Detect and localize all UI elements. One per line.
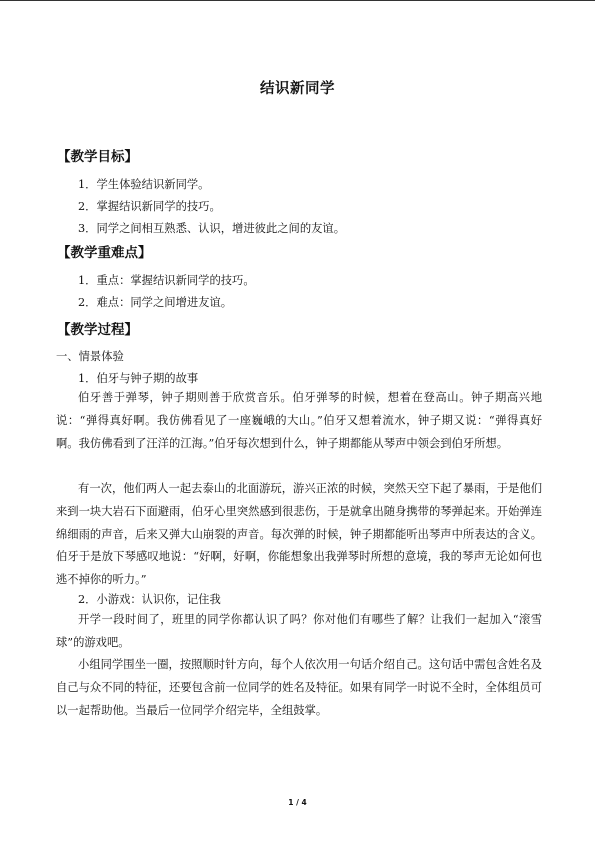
goals-heading: 【教学目标】	[57, 149, 138, 165]
key-points-heading: 【教学重难点】	[57, 245, 152, 261]
story-paragraph: 伯牙善于弹琴，钟子期则善于欣赏音乐。伯牙弹琴的时候，想着在登高山。钟子期高兴地说：“弹得真好啊。我仿佛看见了一座巍峨的大山。”伯牙又想着流水，钟子期又说：“弹得真好啊。我仿佛看到了汪洋的江海。”伯牙每次想到什么，钟子期都能从琴声中领会到伯牙所想。	[56, 391, 542, 450]
page-top-border	[0, 0, 595, 1]
key-point-item: 1．重点：掌握结识新同学的技巧。	[78, 274, 255, 287]
goal-item: 3．同学之间相互熟悉、认识，增进彼此之间的友谊。	[78, 222, 346, 235]
game-paragraph: 开学一段时间了，班里的同学你都认识了吗？你对他们有哪些了解？让我们一起加入“滚雪球”的游戏吧。	[56, 613, 542, 649]
story-paragraph: 有一次，他们两人一起去泰山的北面游玩，游兴正浓的时候，突然天空下起了暴雨，于是他们来到一块大岩石下面避雨，伯牙心里突然感到很悲伤，于是就拿出随身携带的琴弹起来。开始弹连绵细雨的声音，后来又弹大山崩裂的声音。每次弹的时候，钟子期都能听出琴声中所表达的含义。伯牙于是放下琴感叹地说：“好啊，好啊，你能想象出我弹琴时所想的意境，我的琴声无论如何也逃不掉你的听力。”	[56, 482, 542, 587]
sub-item-heading: 1．伯牙与钟子期的故事	[78, 372, 199, 385]
goal-item: 1．学生体验结识新同学。	[78, 178, 210, 191]
sub-item-heading: 2．小游戏：认识你，记住我	[78, 593, 221, 606]
goal-item: 2．掌握结识新同学的技巧。	[78, 200, 221, 213]
page-number: 1 / 4	[288, 798, 307, 807]
game-paragraph: 小组同学围坐一圈，按照顺时针方向，每个人依次用一句话介绍自己。这句话中需包含姓名及自己与众不同的特征，还要包含前一位同学的姓名及特征。如果有同学一时说不全时，全体组员可以一起帮助他。当最后一位同学介绍完毕，全组鼓掌。	[56, 658, 542, 717]
page-title: 结识新同学	[260, 81, 335, 97]
process-heading: 【教学过程】	[57, 322, 138, 338]
key-point-item: 2．难点：同学之间增进友谊。	[78, 296, 233, 309]
part-heading: 一、情景体验	[56, 350, 124, 363]
